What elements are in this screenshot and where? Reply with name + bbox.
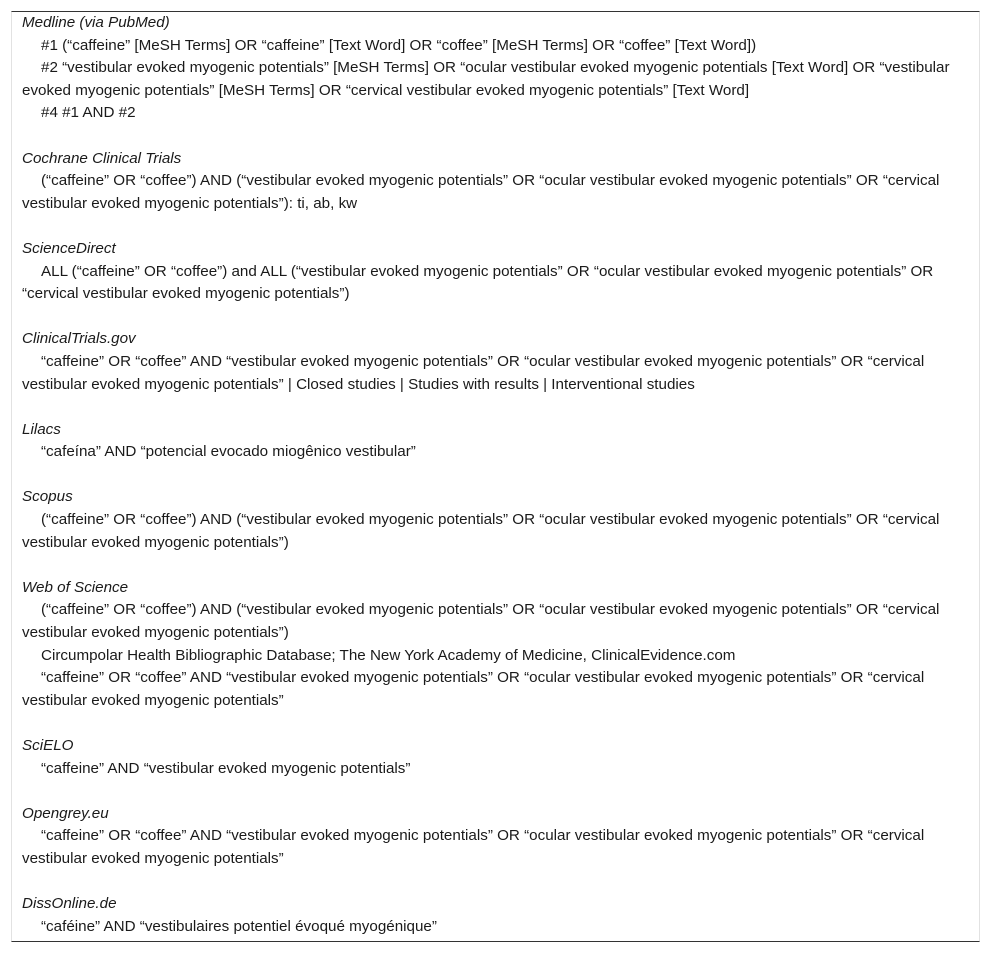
section-opengrey <box>22 803 962 871</box>
database-heading: Cochrane Clinical Trials <box>22 149 182 167</box>
search-line: ALL (“caffeine” OR “coffee”) and ALL (“vestibular evoked myogenic potentials” OR “ocular vestibular evoked myogenic potentials” OR “cervical vestibular evoked myogenic potentials”) <box>22 262 934 303</box>
search-line: #4 #1 AND #2 <box>41 104 136 122</box>
search-line: “caféine” AND “vestibulaires potentiel évoqué myogénique” <box>41 917 437 935</box>
database-heading: SciELO <box>22 737 74 754</box>
section-clinicaltrials <box>22 328 962 396</box>
search-strategy-table <box>22 12 962 938</box>
search-line: “caffeine” AND “vestibular evoked myogenic potentials” <box>41 759 411 777</box>
database-heading: ScienceDirect <box>22 239 116 257</box>
search-line: #2 “vestibular evoked myogenic potentials” [MeSH Terms] OR “ocular vestibular evoked myogenic potentials [Text Word] OR “vestibular evoked myogenic potentials” [MeSH Terms] OR “cervical vestibular evoked myogenic potentials” [Text Word] <box>22 59 950 99</box>
database-heading: ClinicalTrials.gov <box>22 330 136 348</box>
database-heading: Opengrey.eu <box>22 804 109 822</box>
search-line: “caffeine” OR “coffee” AND “vestibular evoked myogenic potentials” OR “ocular vestibular evoked myogenic potentials” OR “cervical vestibular evoked myogenic potentials” <box>22 669 925 709</box>
section-sciencedirect <box>22 238 962 306</box>
search-line: Circumpolar Health Bibliographic Database; The New York Academy of Medicine, ClinicalEvidence.com <box>41 646 736 664</box>
section-medline <box>22 12 962 125</box>
search-line: “caffeine” OR “coffee” AND “vestibular evoked myogenic potentials” OR “ocular vestibular evoked myogenic potentials” OR “cervical vestibular evoked myogenic potentials” | Closed studies | Studies with results | Interventional studies <box>22 352 925 393</box>
database-heading: Web of Science <box>22 578 129 596</box>
section-lilacs <box>22 419 962 464</box>
search-line: (“caffeine” OR “coffee”) AND (“vestibular evoked myogenic potentials” OR “ocular vestibular evoked myogenic potentials” OR “cervical vestibular evoked myogenic potentials”) <box>22 511 940 551</box>
section-scopus <box>22 486 962 554</box>
search-line: “cafeína” AND “potencial evocado miogênico vestibular” <box>41 443 416 461</box>
search-line: (“caffeine” OR “coffee”) AND (“vestibular evoked myogenic potentials” OR “ocular vestibular evoked myogenic potentials” OR “cervical vestibular evoked myogenic potentials”): ti, ab, kw <box>22 172 940 212</box>
section-dissonline <box>22 893 962 938</box>
search-line: #1 (“caffeine” [MeSH Terms] OR “caffeine” [Text Word] OR “coffee” [MeSH Terms] OR “coffee” [Text Word]) <box>41 36 757 54</box>
section-scielo <box>22 735 962 780</box>
section-web-of-science <box>22 577 962 713</box>
database-heading: Medline (via PubMed) <box>22 14 170 31</box>
database-heading: Scopus <box>22 488 73 506</box>
database-heading: DissOnline.de <box>22 895 117 913</box>
section-cochrane <box>22 148 962 216</box>
search-line: “caffeine” OR “coffee” AND “vestibular evoked myogenic potentials” OR “ocular vestibular evoked myogenic potentials” OR “cervical vestibular evoked myogenic potentials” <box>22 827 925 867</box>
database-heading: Lilacs <box>22 420 61 438</box>
search-line: (“caffeine” OR “coffee”) AND (“vestibular evoked myogenic potentials” OR “ocular vestibular evoked myogenic potentials” OR “cervical vestibular evoked myogenic potentials”) <box>22 601 940 642</box>
